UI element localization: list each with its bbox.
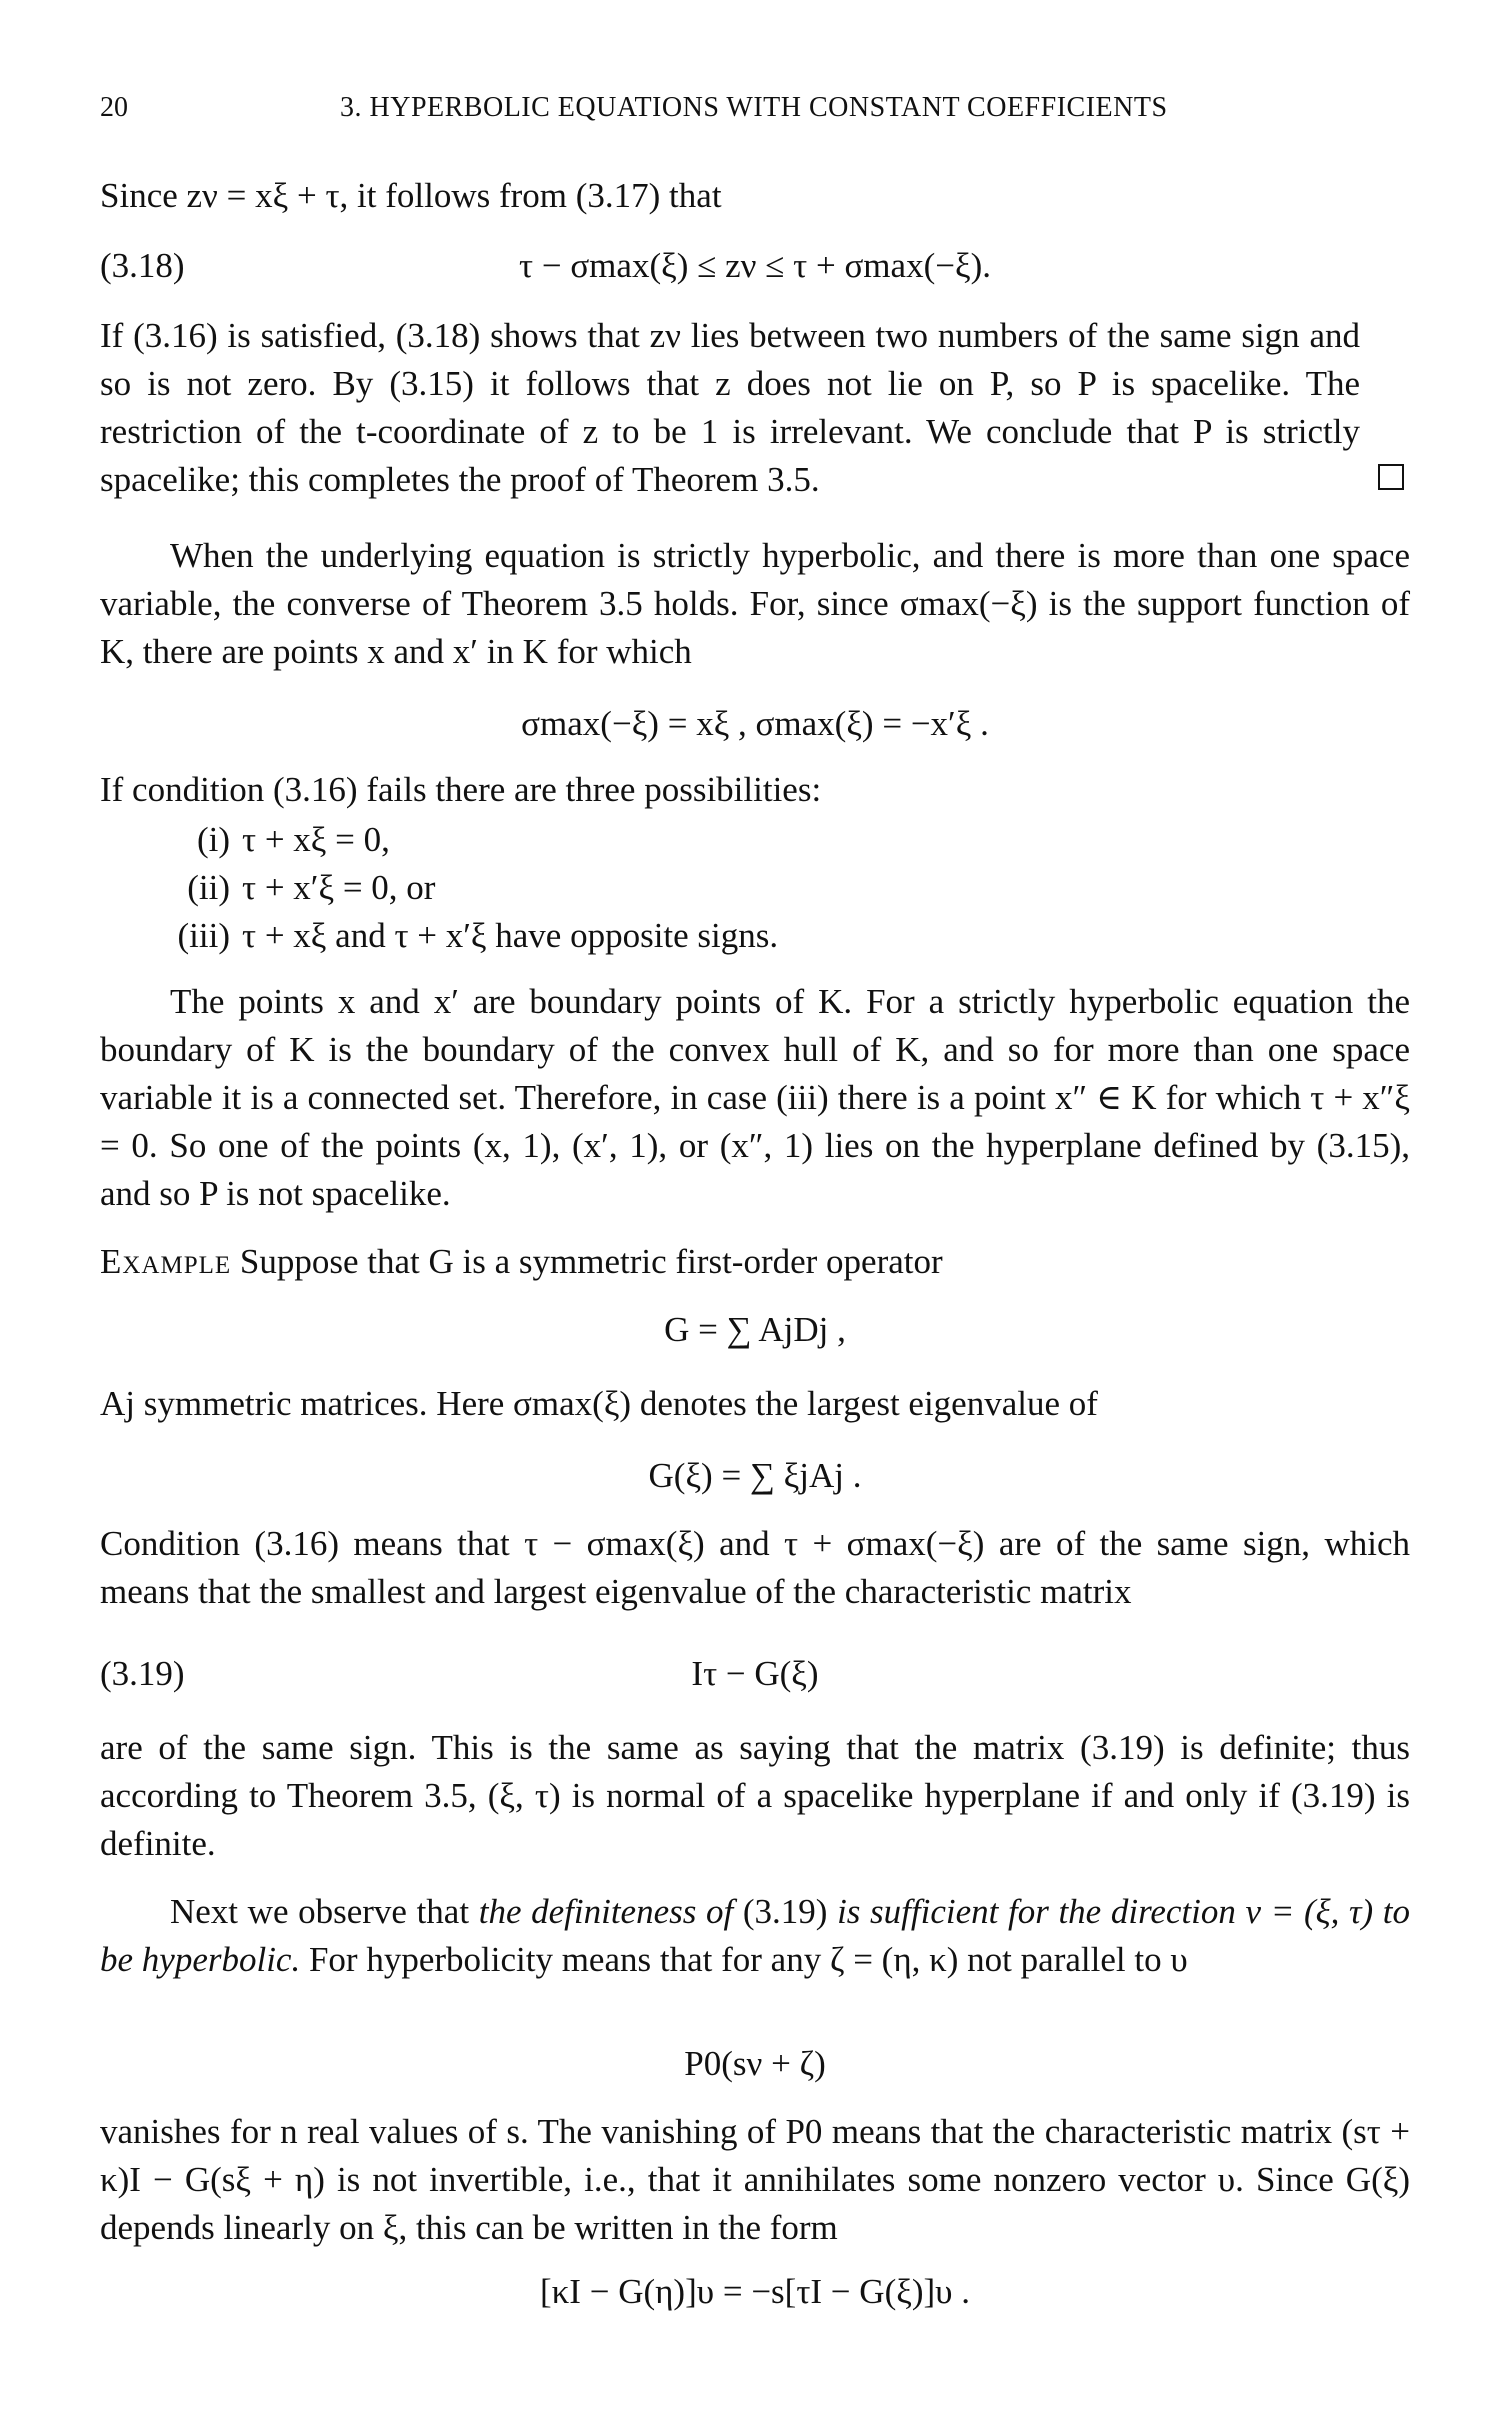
running-header [100,92,1410,132]
case-item [170,864,778,912]
running-title: 3. HYPERBOLIC EQUATIONS WITH CONSTANT COEFFICIENTS [340,92,1168,123]
paragraph-9-intro: Next we observe that [170,1892,470,1931]
paragraph-3: When the underlying equation is strictly hyperbolic, and there is more than one space variable, the converse of Theorem 3.5 holds. For, since σmax(−ξ) is the support function of K, there are points x and x′ in K for which [100,536,1410,671]
paragraph-7: Condition (3.16) means that τ − σmax(ξ) and τ + σmax(−ξ) are of the same sign, which means that the smallest and largest eigenvalue of the characteristic matrix [100,1524,1410,1611]
case-text: τ + x′ξ = 0, or [242,868,436,907]
equation-number: (3.18) [100,246,185,285]
case-item [170,816,778,864]
example-heading [100,1238,1410,1286]
paragraph-9 [100,1888,1410,1984]
case-label: (ii) [187,868,230,907]
case-text: τ + xξ and τ + x′ξ have opposite signs. [242,916,779,955]
paragraph-2-text: If (3.16) is satisfied, (3.18) shows that zν lies between two numbers of the same sign and so is not zero. By (3.15) it follows that z does not lie on P, so P is spacelike. The restriction of the t-coordinate of z to be 1 is irrelevant. We conclude that P is strictly spacelike; this completes the proof of Theorem 3.5. [100,316,1360,499]
paragraph-2 [100,312,1410,504]
example-label: Example [100,1242,232,1281]
paragraph-10: vanishes for n real values of s. The vanishing of P0 means that the characteristic matrix (sτ + κ)I − G(sξ + η) is not invertible, i.e., that it annihilates some nonzero vector υ. Since G(ξ) depends linearly on ξ, this can be written in the form [100,2112,1410,2247]
case-label: (i) [196,820,230,859]
case-list [170,816,778,960]
case-text: τ + xξ = 0, [242,820,390,859]
example-text: Suppose that G is a symmetric first-order operator [239,1242,943,1281]
equation-number: (3.19) [100,1654,185,1693]
paragraph-9-rest: For hyperbolicity means that for any ζ = (η, κ) not parallel to υ [308,1940,1188,1979]
equation-G-of-xi: G(ξ) = ∑ ξjAj . [648,1456,862,1495]
paragraph-1: Since zν = xξ + τ, it follows from (3.17) that [100,176,722,215]
equation-3-18 [100,242,1410,290]
page-number: 20 [100,92,128,123]
paragraph-5: The points x and x′ are boundary points of K. For a strictly hyperbolic equation the boundary of K is the boundary of the convex hull of K, and so for more than one space variable it is a connected set. Therefore, in case (iii) there is a point x″ ∈ K for which τ + x″ξ = 0. So one of the points (x, 1), (x′, 1), or (x″, 1) lies on the hyperplane defined by (3.15), and so P is not spacelike. [100,982,1410,1213]
case-item [170,912,778,960]
equation-support-function: σmax(−ξ) = xξ , σmax(ξ) = −x′ξ . [521,704,989,743]
paragraph-9-emphasis-1: the definiteness of [478,1892,734,1931]
equation-final: [κI − G(η)]υ = −s[τI − G(ξ)]υ . [540,2272,970,2311]
equation-operator-G: G = ∑ AjDj , [664,1310,846,1349]
paragraph-6: Aj symmetric matrices. Here σmax(ξ) denotes the largest eigenvalue of [100,1384,1098,1423]
equation-P0: P0(sν + ζ) [684,2044,826,2083]
paragraph-4: If condition (3.16) fails there are three possibilities: [100,770,822,809]
case-label: (iii) [177,916,230,955]
paragraph-9-reference: (3.19) [742,1892,828,1931]
paragraph-9-emphasis-2: is sufficient for the direction ν = (ξ, τ) to be hyperbolic. [100,1892,1411,1979]
qed-symbol [1378,464,1404,490]
equation-formula: τ − σmax(ξ) ≤ zν ≤ τ + σmax(−ξ). [519,246,991,285]
equation-3-19 [100,1650,1410,1698]
paragraph-8: are of the same sign. This is the same as saying that the matrix (3.19) is definite; thus according to Theorem 3.5, (ξ, τ) is normal of a spacelike hyperplane if and only if (3.19) is definite. [100,1728,1410,1863]
equation-formula: Iτ − G(ξ) [691,1654,819,1693]
